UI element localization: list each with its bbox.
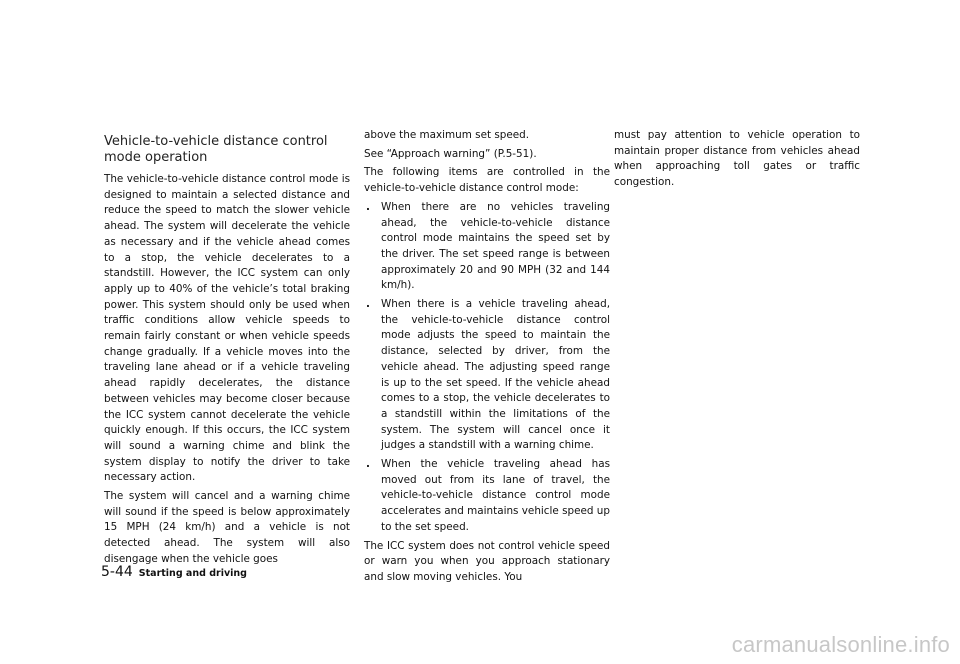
paragraph: The vehicle-to-vehicle distance control mode is designed to maintain a selected distance and reduce the speed to match the slower vehicle ahead. The system will decelerate the vehicle as necessary and if the vehicle ahead comes to a stop, the vehicle decelerates to a standstill. However, the ICC system can only apply up to 40% of the vehicle’s total braking power. This system should only be used when traffic conditions allow vehicle speeds to remain fairly constant or when vehicle speeds change gradually. If a vehicle moves into the traveling lane ahead or if a vehicle traveling ahead rapidly decelerates, the distance between vehicles may become closer because the ICC system cannot decelerate the vehicle quickly enough. If this occurs, the ICC system will sound a warning chime and blink the system display to notify the driver to take necessary action.	[104, 173, 350, 484]
list-item	[364, 200, 610, 294]
list-item-text: When the vehicle traveling ahead has moved out from its lane of travel, the vehicle-to-vehicle distance control mode accelerates and maintains vehicle speed up to the set speed.	[381, 458, 610, 533]
list-item-text: When there are no vehicles traveling ahead, the vehicle-to-vehicle distance control mode maintains the speed set by the driver. The set speed range is between approximately 20 and 90 MPH (32 and 144 km/h).	[381, 200, 610, 292]
paragraph: The following items are controlled in the vehicle-to-vehicle distance control mode:	[364, 166, 610, 195]
section-title: Starting and driving	[138, 568, 247, 579]
list-item	[364, 457, 610, 536]
bullet-icon: .	[366, 200, 370, 213]
cross-reference: See “Approach warning” (P.5-51).	[364, 147, 537, 160]
column-1	[104, 128, 350, 571]
bullet-icon: .	[366, 458, 370, 471]
page-number: 5-44	[101, 564, 133, 580]
paragraph: must pay attention to vehicle operation to maintain proper distance from vehicles ahead when approaching toll gates or traffic congestion.	[614, 129, 860, 189]
page-footer	[101, 561, 247, 580]
column-2	[364, 128, 610, 589]
paragraph: The system will cancel and a warning chime will sound if the speed is below approximately 15 MPH (24 km/h) and a vehicle is not detected ahead. The system will also disengage when the vehicle goes	[104, 490, 350, 565]
watermark-link[interactable]: carmanualsonline.info	[731, 632, 950, 657]
bullet-icon: .	[366, 298, 370, 311]
section-heading: Vehicle-to-vehicle distance control mode operation	[104, 134, 328, 165]
paragraph: above the maximum set speed.	[364, 129, 530, 141]
paragraph: The ICC system does not control vehicle speed or warn you when you approach stationary and slow moving vehicles. You	[364, 539, 610, 583]
list-item	[364, 297, 610, 454]
bullet-list	[364, 200, 610, 536]
column-3	[614, 128, 860, 194]
list-item-text: When there is a vehicle traveling ahead, the vehicle-to-vehicle distance control mode adjusts the speed to maintain the distance, selected by driver, from the vehicle ahead. The adjusting speed range is up to the set speed. If the vehicle ahead comes to a stop, the vehicle decelerates to a standstill within the limitations of the system. The system will cancel once it judges a standstill with a warning chime.	[381, 298, 610, 452]
